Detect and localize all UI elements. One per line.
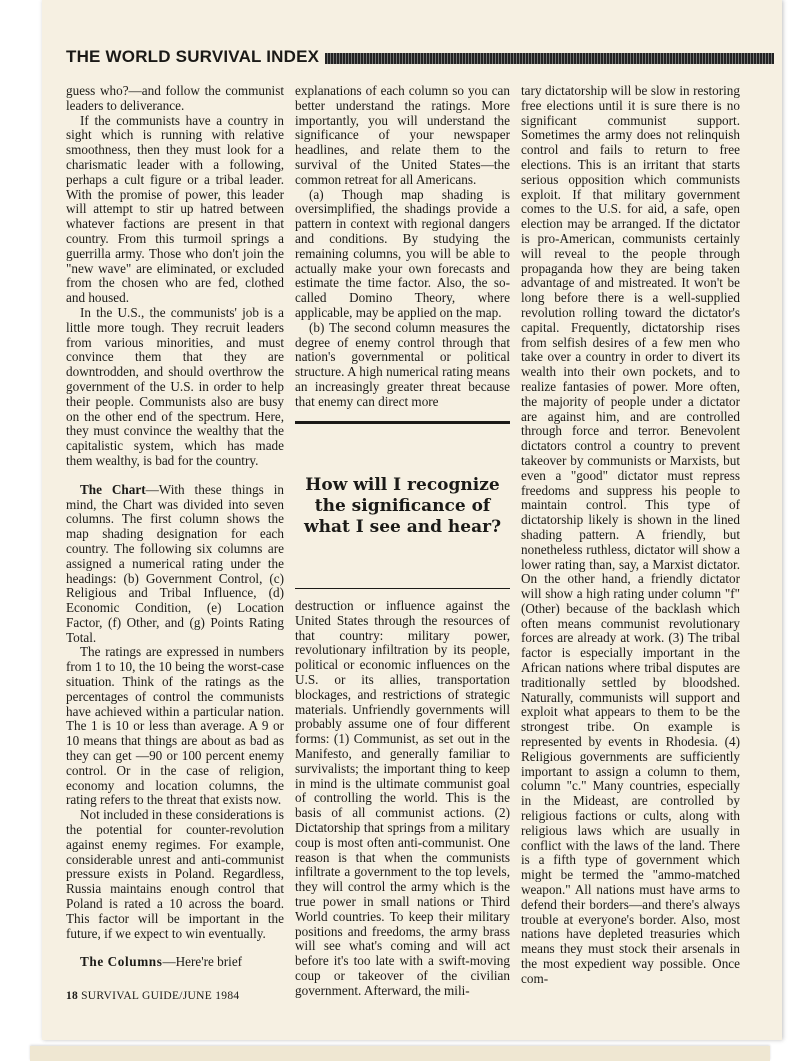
text-column-2-bottom [295, 599, 510, 999]
paragraph: guess who?—and follow the communist leaders to deliverance. [66, 83, 284, 113]
subhead-the-columns: The Columns [80, 954, 163, 970]
paragraph: Not included in these considerations is the potential for counter-revolution against enemy regimes. For example, considerable unrest and anti-communist pressure exists in Poland. Regardless, Russia maintains enough control that Poland is rated a 10 across the board. This factor will be important in the future, if we expect to win eventually. [66, 807, 285, 941]
paragraph-text: —Here're brief [162, 954, 243, 970]
pull-quote-box [295, 421, 510, 589]
publication-line: SURVIVAL GUIDE/JUNE 1984 [81, 990, 240, 1002]
magazine-page [42, 0, 782, 1040]
section-header [66, 46, 774, 68]
text-column-3 [521, 84, 740, 987]
section-title: THE WORLD SURVIVAL INDEX [66, 47, 320, 66]
paragraph-chart [66, 483, 284, 646]
subhead-the-chart: The Chart [80, 481, 146, 497]
paragraph: tary dictatorship will be slow in restoring free elections until it is sure there is no significant communist support. Sometimes the army does not relinquish control and fails to return to free elections. This is an irritant that starts serious opposition which communists exploit. If that military government comes to the U.S. for aid, a safe, open election may be arranged. If the dictator is pro-American, communists certainly will reveal to the people through propaganda how they are being taken advantage of and mistreated. It won't be long before there is a well-supplied revolution rolling toward the dictator's capital. Frequently, dictatorship rises from selfish desires of a few men who take over a country in order to divert its wealth into their own pockets, and to realize fantasies of power. More often, the majority of people under a dictator are against him, and are controlled through force and terror. Benevolent dictators control a country to prevent takeover by communists or Marxists, but even a "good" dictator must repress freedoms and suppress his people to maintain control. This type of dictatorship likely is shown in the lined shading pattern. A friendly, but nonetheless ruthless, dictator will show a lower rating than, say, a Marxist dictator. On the other hand, a friendly dictator will show a high rating under column "f" (Other) because of the backlash which often means communist revolutionary forces are already at work. (3) The tribal factor is especially important in the African nations where tribal disputes are traditionally settled by bloodshed. Naturally, communists will support and exploit what appears to them to be the strongest tribe. On example is represented by events in Rhodesia. (4) Religious governments are sufficiently important to assign a column to them, column "c." Many countries, especially in the Mideast, are controlled by religious factions or cults, along with religious laws which are usually in conflict with the laws of the land. There is a fifth type of government which might be termed the "ammo-matched weapon." All nations must have arms to defend their borders—and there's always trouble at everyone's border. Also, most nations have depleted treasuries which means they must stock their arsenals in the most expedient way possible. Once com- [521, 83, 740, 986]
paragraph-columns [66, 955, 284, 970]
paragraph: (b) The second column measures the degree of enemy control through that nation's governmental or political structure. A high numerical rating means an increasingly greater threat because that enemy can direct more [295, 319, 510, 409]
text-column-1 [66, 84, 284, 970]
paragraph: If the communists have a country in sight which is running with relative smoothness, then they must look for a charismatic leader with a following, perhaps a cult figure or a tribal leader. With the promise of power, this leader will attempt to stir up hatred between whatever factions are present in that country. From this turmoil springs a guerrilla army. Those who don't join the "new wave" are eliminated, or excluded from the chosen who are fed, clothed and housed. [66, 112, 284, 306]
paragraph: destruction or influence against the United States through the resources of that country: military power, revolutionary infiltration by its people, political or economic influences on the U.S. or its allies, transportation blockages, and restrictions of strategic materials. Unfriendly governments will probably assume one of four different forms: (1) Communist, as set out in the Manifesto, and generally familiar to survivalists; the important thing to keep in mind is the ultimate communist goal of controlling the world. This is the basis of all communist actions. (2) Dictatorship that springs from a military coup is most often anti-communist. One reason is that when the communists infiltrate a government to the top levels, they will control the army which is the true power in small nations or Third World countries. To keep their military positions and freedoms, the army brass will see what's coming and will act before it's too late with a swift-moving coup or takeover of the civilian government. Afterward, the mili- [295, 598, 510, 998]
paragraph-text: —With these things in mind, the Chart was divided into seven columns. The first column shows the map shading designation for each country. The following six columns are assigned a numerical rating under the headings: (b) Government Control, (c) Religious and Tribal Influence, (d) Economic Condition, (e) Location Factor, (f) Other, and (g) Points Rating Total. [66, 481, 284, 645]
paragraph: In the U.S., the communists' job is a little more tough. They recruit leaders from various minorities, and must convince them that they are downtrodden, and should overthrow the government of the U.S. in order to help their people. Communists also are busy on the other end of the spectrum. Here, they must convince the wealthy that the capitalistic system, which has made them wealthy, is bad for the country. [66, 304, 284, 468]
pull-quote: How will I recognize the significance of what I see and hear? [303, 474, 502, 537]
header-rule [325, 53, 774, 64]
paragraph: The ratings are expressed in numbers from 1 to 10, the 10 being the worst-case situation. Think of the ratings as the percentages of control the communists have achieved within a particular nation. The 1 is 10 or less than average. A 9 or 10 means that things are about as bad as they can get —90 or 100 percent enemy control. Or in the case of religion, economy and location columns, the rating refers to the threat that exists now. [66, 644, 284, 808]
underlying-page-edge [30, 1046, 770, 1061]
page-footer [66, 990, 239, 1002]
paragraph: (a) Though map shading is oversimplified, the shadings provide a pattern in context with regional dangers and conditions. By studying the remaining columns, you will be able to actually make your own forecasts and estimate the time factor. Also, the so-called Domino Theory, where applicable, may be applied on the map. [295, 186, 510, 320]
text-column-2-top [295, 84, 510, 410]
page-number: 18 [66, 990, 79, 1002]
paragraph: explanations of each column so you can better understand the ratings. More importantly, you will understand the significance of your newspaper headlines, and relate them to the survival of the United States—the common retreat for all Americans. [295, 83, 510, 187]
